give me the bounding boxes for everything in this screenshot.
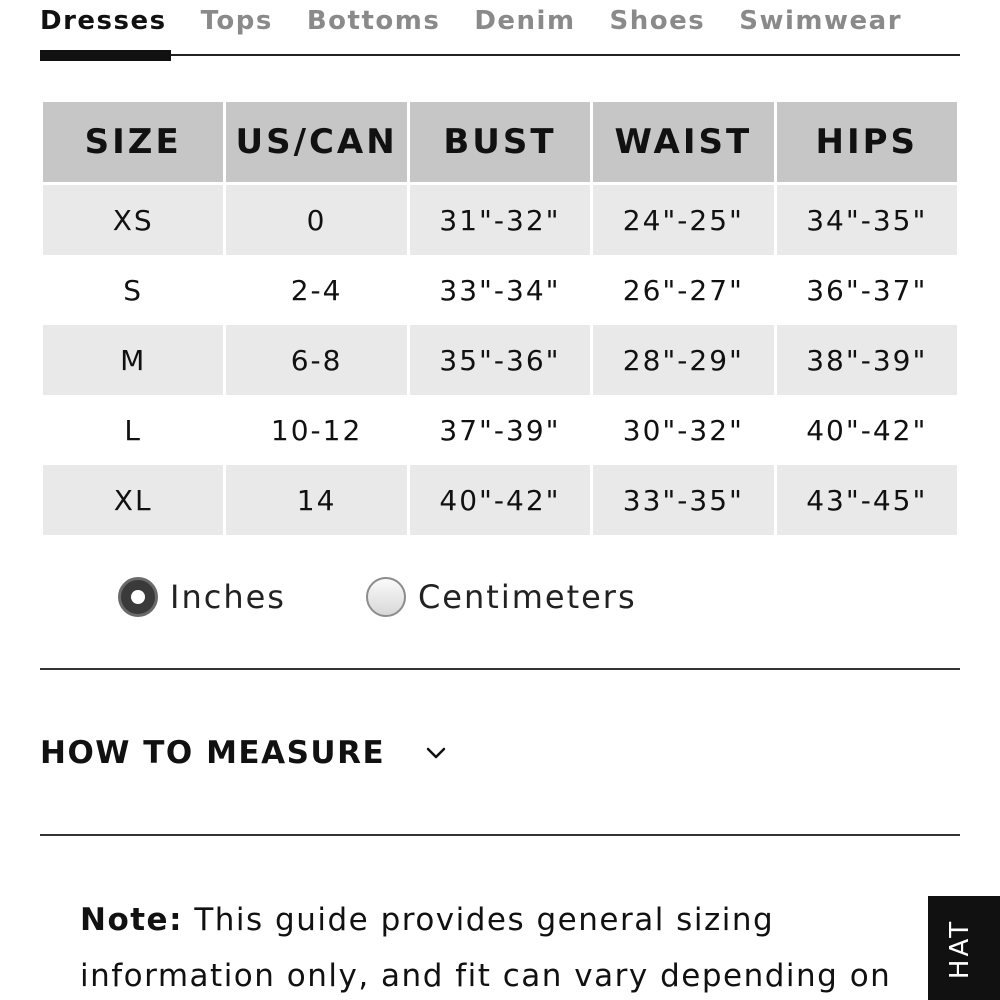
size-cell: XL [43,465,223,535]
us-can-cell: 6-8 [226,325,406,395]
bust-cell: 33"-34" [410,255,590,325]
us-can-cell: 10-12 [226,395,406,465]
column-header-waist: WAIST [593,102,773,185]
tab-denim[interactable]: Denim [474,6,576,36]
divider [40,668,960,670]
radio-inches[interactable] [118,577,158,617]
waist-cell: 24"-25" [593,185,773,255]
bust-cell: 31"-32" [410,185,590,255]
size-cell: L [43,395,223,465]
table-row [43,465,957,535]
table-row [43,325,957,395]
column-header-hips: HIPS [777,102,957,185]
note-text: This guide provides general sizing information only, and fit can vary depending on [80,902,892,994]
sizing-note [80,892,925,1000]
radio-centimeters[interactable] [366,577,406,617]
waist-cell: 26"-27" [593,255,773,325]
tab-dresses[interactable]: Dresses [40,0,167,54]
note-label: Note: [80,902,183,938]
category-tabs [40,0,960,56]
tab-bottoms[interactable]: Bottoms [306,6,441,36]
divider [40,834,960,836]
hips-cell: 34"-35" [777,185,957,255]
tab-swimwear[interactable]: Swimwear [739,6,903,36]
column-header-size: SIZE [43,102,223,185]
bust-cell: 35"-36" [410,325,590,395]
hips-cell: 36"-37" [777,255,957,325]
waist-cell: 28"-29" [593,325,773,395]
chevron-down-icon[interactable] [425,742,447,764]
size-cell: S [43,255,223,325]
side-chat-tab[interactable] [928,896,1000,1000]
table-row [43,255,957,325]
how-to-measure-toggle[interactable] [40,728,447,778]
us-can-cell: 2-4 [226,255,406,325]
column-header-us-can: US/CAN [226,102,406,185]
side-tab-label: HAT [945,918,976,980]
hips-cell: 43"-45" [777,465,957,535]
unit-label-centimeters: Centimeters [417,578,637,616]
size-cell: XS [43,185,223,255]
how-to-measure-title: HOW TO MEASURE [40,735,386,771]
radio-dot-icon [131,590,145,604]
size-chart-table [40,102,960,535]
unit-toggle [118,572,637,622]
us-can-cell: 0 [226,185,406,255]
table-row [43,395,957,465]
waist-cell: 33"-35" [593,465,773,535]
unit-label-inches: Inches [170,578,286,616]
bust-cell: 40"-42" [410,465,590,535]
hips-cell: 38"-39" [777,325,957,395]
table-row [43,185,957,255]
unit-option-inches[interactable] [118,577,286,617]
tab-shoes[interactable]: Shoes [609,6,706,36]
bust-cell: 37"-39" [410,395,590,465]
table-header-row [43,102,957,185]
column-header-bust: BUST [410,102,590,185]
hips-cell: 40"-42" [777,395,957,465]
us-can-cell: 14 [226,465,406,535]
waist-cell: 30"-32" [593,395,773,465]
tab-tops[interactable]: Tops [200,6,273,36]
size-cell: M [43,325,223,395]
unit-option-centimeters[interactable] [366,577,637,617]
